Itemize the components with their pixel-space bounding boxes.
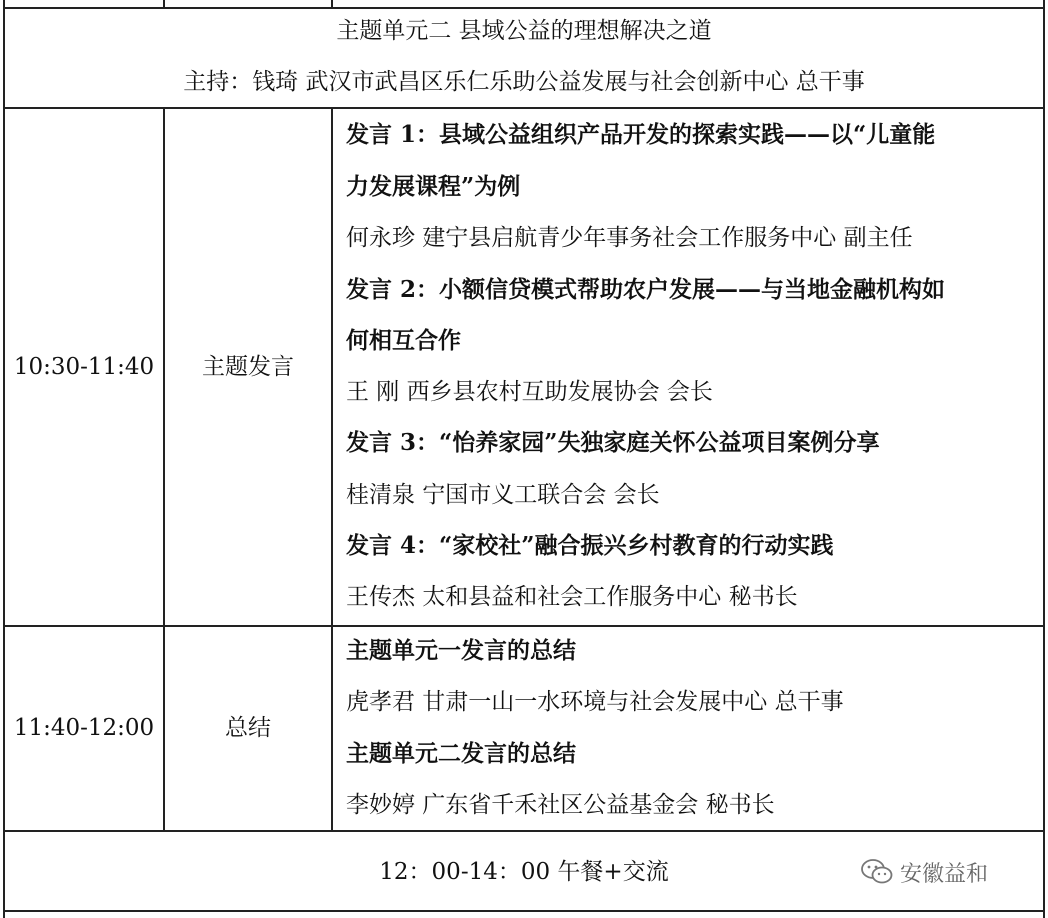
row-time: 11:40-12:00 [13,715,155,741]
row-line-4 [3,830,1045,832]
speech-1-speaker: 何永珍 建宁县启航青少年事务社会工作服务中心 副主任 [346,225,913,251]
row-line-2 [3,107,1045,109]
speech-4-title: 发言 4：“家校社”融合振兴乡村教育的行动实践 [346,532,834,559]
summary-1-title: 主题单元一发言的总结 [346,637,576,664]
speech-2-speaker: 王 刚 西乡县农村互助发展协会 会长 [346,379,713,405]
speech-3-speaker: 桂清泉 宁国市义工联合会 会长 [346,482,660,508]
row-type: 总结 [225,715,271,741]
lunch-row: 12：00-14：00 午餐+交流 [379,859,669,885]
watermark-text: 安徽益和 [900,861,989,887]
wechat-icon [860,857,894,887]
row-line-5 [3,910,1045,912]
summary-2-speaker: 李妙婷 广东省千禾社区公益基金会 秘书长 [346,792,775,818]
col-divider-2 [331,107,333,832]
speech-2-title-line-2: 何相互合作 [346,327,461,354]
summary-1-speaker: 虎孝君 甘肃一山一水环境与社会发展中心 总干事 [346,689,844,715]
section-host: 主持：钱琦 武汉市武昌区乐仁乐助公益发展与社会创新中心 总干事 [183,69,865,95]
border-right [1043,0,1045,918]
speech-4-speaker: 王传杰 太和县益和社会工作服务中心 秘书长 [346,584,798,610]
summary-2-title: 主题单元二发言的总结 [346,740,576,767]
row-time: 10:30-11:40 [13,354,155,380]
speech-1-title-line-1: 发言 1：县域公益组织产品开发的探索实践——以“儿童能 [346,121,936,148]
watermark [860,855,988,889]
row-line-3 [3,625,1045,627]
speech-2-title-line-1: 发言 2：小额信贷模式帮助农户发展——与当地金融机构如 [346,276,946,303]
section-title: 主题单元二 县域公益的理想解决之道 [336,18,712,44]
speech-1-title-line-2: 力发展课程”为例 [346,173,521,200]
border-left [3,0,5,918]
row-type: 主题发言 [202,354,294,380]
speech-3-title: 发言 3：“怡养家园”失独家庭关怀公益项目案例分享 [346,429,880,456]
row-line-1 [3,7,1045,9]
